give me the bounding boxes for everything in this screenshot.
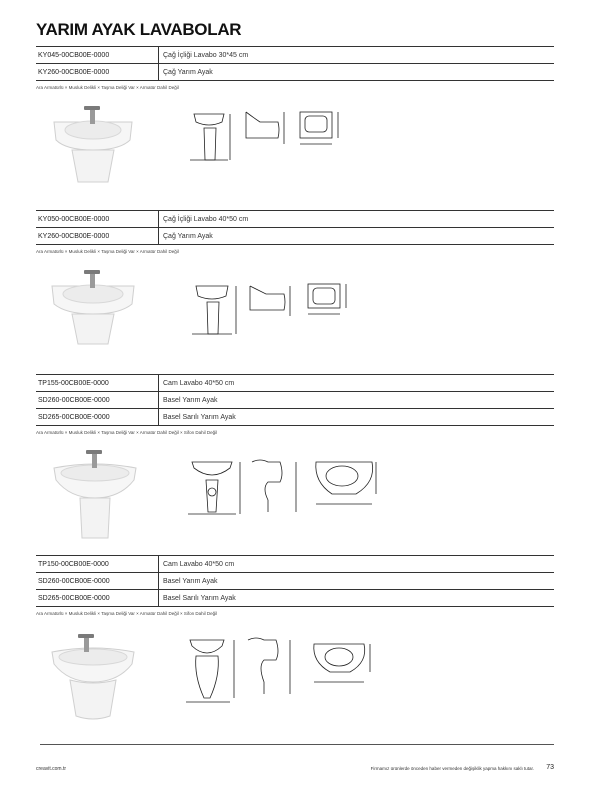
page-title: YARIM AYAK LAVABOLAR <box>36 20 242 39</box>
product-description: Çağ Yarım Ayak <box>159 228 555 245</box>
washbasin-photo <box>48 630 138 722</box>
product-description: Basel Sarılı Yarım Ayak <box>159 590 555 607</box>
washbasin-photo <box>48 262 138 348</box>
feature-note: Ara Armatürlü × Musluk Delikli × Taşma Deliği Var × Armatür Dahil Değil <box>36 249 179 254</box>
table-row <box>36 392 554 409</box>
product-description: Çağ İçliği Lavabo 40*50 cm <box>159 211 555 228</box>
product-section-1 <box>36 46 554 90</box>
table-row <box>36 590 554 607</box>
washbasin-photo <box>50 100 136 186</box>
product-section-4 <box>36 555 554 616</box>
feature-note: Ara Armatürlü × Musluk Delikli × Taşma Deliği Var × Armatür Dahil Değil × Sifon Dahil Değil <box>36 430 218 435</box>
page-number: 73 <box>546 764 554 771</box>
spec-table <box>36 374 554 426</box>
product-section-2 <box>36 210 554 254</box>
technical-drawing <box>186 452 386 524</box>
product-description: Cam Lavabo 40*50 cm <box>159 375 555 392</box>
product-code: KY260-00CB00E-0000 <box>36 64 159 81</box>
product-code: SD260-00CB00E-0000 <box>36 573 159 590</box>
table-row <box>36 211 554 228</box>
product-description: Çağ İçliği Lavabo 30*45 cm <box>159 47 555 64</box>
product-description: Basel Yarım Ayak <box>159 573 555 590</box>
table-row <box>36 556 554 573</box>
spec-table <box>36 46 554 81</box>
product-code: KY260-00CB00E-0000 <box>36 228 159 245</box>
spec-table <box>36 210 554 245</box>
product-description: Basel Yarım Ayak <box>159 392 555 409</box>
product-code: SD265-00CB00E-0000 <box>36 590 159 607</box>
washbasin-photo <box>50 446 140 542</box>
product-description: Çağ Yarım Ayak <box>159 64 555 81</box>
footer-divider <box>40 744 554 745</box>
footer-website: creavit.com.tr <box>36 766 67 772</box>
feature-note: Ara Armatürlü × Musluk Delikli × Taşma Deliği Var × Armatür Dahil Değil <box>36 85 179 90</box>
product-code: KY045-00CB00E-0000 <box>36 47 159 64</box>
technical-drawing <box>190 280 360 342</box>
product-code: KY050-00CB00E-0000 <box>36 211 159 228</box>
table-row <box>36 64 554 81</box>
technical-drawing <box>184 632 384 708</box>
table-row <box>36 47 554 64</box>
table-row <box>36 573 554 590</box>
technical-drawing <box>188 104 358 166</box>
table-row <box>36 409 554 426</box>
table-row <box>36 375 554 392</box>
product-code: TP150-00CB00E-0000 <box>36 556 159 573</box>
product-code: SD260-00CB00E-0000 <box>36 392 159 409</box>
feature-note: Ara Armatürlü × Musluk Delikli × Taşma Deliği Var × Armatür Dahil Değil × Sifon Dahil Değil <box>36 611 218 616</box>
product-code: TP155-00CB00E-0000 <box>36 375 159 392</box>
product-code: SD265-00CB00E-0000 <box>36 409 159 426</box>
product-description: Basel Sarılı Yarım Ayak <box>159 409 555 426</box>
footer-disclaimer: Firmamız ürünlerde önceden haber vermeden değişiklik yapma hakkını saklı tutar. <box>370 766 534 771</box>
table-row <box>36 228 554 245</box>
product-description: Cam Lavabo 40*50 cm <box>159 556 555 573</box>
product-section-3 <box>36 374 554 435</box>
spec-table <box>36 555 554 607</box>
